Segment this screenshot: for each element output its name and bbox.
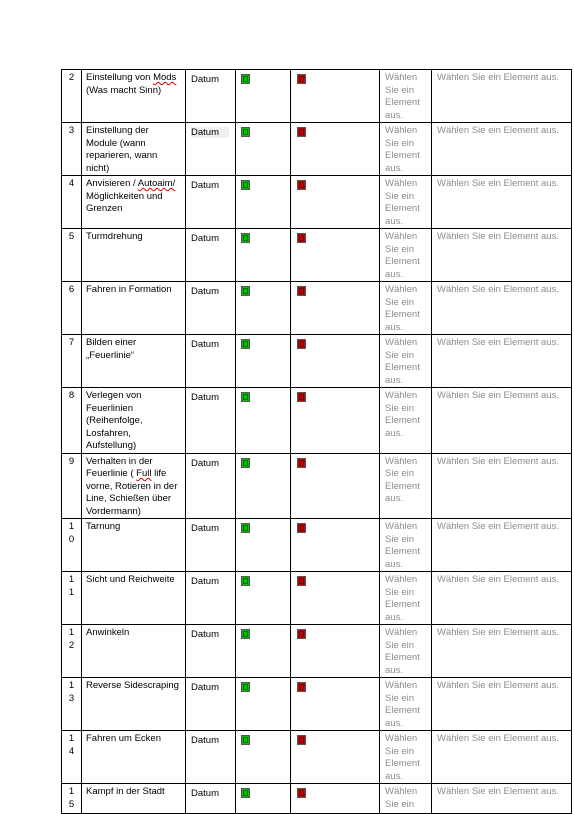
topic-cell — [82, 282, 186, 335]
dropdown-2-placeholder[interactable]: Wählen Sie ein Element aus. — [437, 733, 559, 744]
no-checkbox-cell[interactable] — [291, 388, 380, 454]
date-field[interactable]: Datum — [191, 180, 219, 191]
dropdown-1-placeholder[interactable]: Wählen Sie ein Element aus. — [385, 72, 420, 121]
row-number: 8 — [68, 390, 75, 401]
topic-cell — [82, 176, 186, 229]
row-number: 15 — [68, 786, 75, 810]
dropdown-2-cell[interactable] — [432, 229, 572, 282]
row-number-cell — [62, 572, 82, 625]
training-table — [61, 69, 572, 814]
dropdown-2-placeholder[interactable]: Wählen Sie ein Element aus. — [437, 786, 559, 797]
table-row — [62, 388, 572, 454]
no-checkbox-cell[interactable] — [291, 335, 380, 388]
row-number-cell — [62, 229, 82, 282]
dropdown-1-cell[interactable] — [380, 282, 432, 335]
date-field[interactable]: Datum — [191, 682, 219, 693]
topic-cell — [82, 70, 186, 123]
date-cell[interactable] — [186, 335, 236, 388]
row-number: 4 — [68, 178, 75, 189]
row-number-cell — [62, 625, 82, 678]
dropdown-2-cell[interactable] — [432, 625, 572, 678]
table-row — [62, 784, 572, 814]
topic-cell — [82, 678, 186, 731]
dropdown-2-placeholder[interactable]: Wählen Sie ein Element aus. — [437, 627, 559, 638]
no-checkbox-cell[interactable] — [291, 731, 380, 784]
yes-checkbox-cell[interactable] — [236, 388, 291, 454]
dropdown-2-cell[interactable] — [432, 519, 572, 572]
dropdown-1-placeholder[interactable]: Wählen Sie ein Element aus. — [385, 574, 420, 623]
row-number-cell — [62, 282, 82, 335]
table-row — [62, 176, 572, 229]
topic-text: Anwinkeln — [86, 627, 130, 638]
date-field[interactable]: Datum — [191, 457, 219, 469]
no-checkbox-cell[interactable] — [291, 282, 380, 335]
date-cell[interactable] — [186, 572, 236, 625]
yes-checkbox-cell[interactable] — [236, 625, 291, 678]
date-field[interactable]: Datum — [191, 339, 219, 350]
green-checkbox-icon[interactable] — [241, 180, 250, 190]
table-row — [62, 70, 572, 123]
table-row — [62, 625, 572, 678]
date-field[interactable]: Datum — [191, 74, 219, 85]
topic-cell — [82, 784, 186, 814]
dropdown-2-cell[interactable] — [432, 70, 572, 123]
no-checkbox-cell[interactable] — [291, 678, 380, 731]
dropdown-1-placeholder[interactable]: Wählen Sie ein — [385, 786, 418, 810]
row-number: 10 — [68, 521, 75, 545]
topic-text: Einstellung der Module (wann reparieren, wann nicht) — [86, 125, 158, 174]
topic-cell — [82, 731, 186, 784]
table-row — [62, 678, 572, 731]
date-cell[interactable] — [186, 678, 236, 731]
topic-cell — [82, 519, 186, 572]
date-cell[interactable] — [186, 453, 236, 519]
topic-cell — [82, 123, 186, 176]
green-checkbox-icon[interactable] — [241, 392, 250, 402]
dropdown-2-placeholder[interactable]: Wählen Sie ein Element aus. — [437, 284, 559, 295]
topic-text: Reverse Sidescraping — [86, 680, 179, 691]
topic-text: Bilden einer „Feuerlinie“ — [86, 337, 137, 361]
date-cell[interactable] — [186, 625, 236, 678]
yes-checkbox-cell[interactable] — [236, 453, 291, 519]
dropdown-2-placeholder[interactable]: Wählen Sie ein Element aus. — [437, 125, 559, 136]
no-checkbox-cell[interactable] — [291, 625, 380, 678]
yes-checkbox-cell[interactable] — [236, 282, 291, 335]
row-number-cell — [62, 123, 82, 176]
dropdown-2-placeholder[interactable]: Wählen Sie ein Element aus. — [437, 231, 559, 242]
topic-text: Verhalten in der Feuerlinie ( Full life vorne, Rotieren in der Line, Schießen über Vordermann) — [86, 455, 178, 517]
no-checkbox-cell[interactable] — [291, 176, 380, 229]
dropdown-2-placeholder[interactable]: Wählen Sie ein Element aus. — [437, 455, 559, 467]
dropdown-1-cell[interactable] — [380, 519, 432, 572]
green-checkbox-icon[interactable] — [241, 788, 250, 798]
row-number: 9 — [68, 455, 75, 467]
date-cell[interactable] — [186, 731, 236, 784]
topic-text: Tarnung — [86, 521, 121, 532]
topic-text: Einstellung von Mods (Was macht Sinn) — [86, 72, 177, 96]
dropdown-2-cell[interactable] — [432, 282, 572, 335]
topic-text: Anvisieren / Autoaim/ Möglichkeiten und Grenzen — [86, 178, 176, 214]
red-checkbox-icon[interactable] — [297, 339, 306, 349]
date-field[interactable]: Datum — [191, 392, 219, 403]
date-cell[interactable] — [186, 282, 236, 335]
yes-checkbox-cell[interactable] — [236, 70, 291, 123]
yes-checkbox-cell[interactable] — [236, 335, 291, 388]
row-number: 7 — [68, 337, 75, 348]
dropdown-1-placeholder[interactable]: Wählen Sie ein Element aus. — [385, 231, 420, 280]
topic-cell — [82, 229, 186, 282]
dropdown-1-cell[interactable] — [380, 335, 432, 388]
row-number: 2 — [68, 72, 75, 83]
green-checkbox-icon[interactable] — [241, 735, 250, 745]
dropdown-2-cell[interactable] — [432, 335, 572, 388]
date-field[interactable]: Datum — [191, 629, 219, 640]
row-number-cell — [62, 784, 82, 814]
dropdown-1-placeholder[interactable]: Wählen Sie ein Element aus. — [385, 455, 420, 504]
green-checkbox-icon[interactable] — [241, 127, 250, 137]
topic-cell — [82, 388, 186, 454]
topic-cell — [82, 625, 186, 678]
row-number-cell — [62, 453, 82, 519]
green-checkbox-icon[interactable] — [241, 523, 250, 533]
dropdown-2-placeholder[interactable]: Wählen Sie ein Element aus. — [437, 337, 559, 348]
dropdown-2-placeholder[interactable]: Wählen Sie ein Element aus. — [437, 72, 559, 83]
no-checkbox-cell[interactable] — [291, 70, 380, 123]
yes-checkbox-cell[interactable] — [236, 572, 291, 625]
dropdown-2-placeholder[interactable]: Wählen Sie ein Element aus. — [437, 178, 559, 189]
dropdown-2-placeholder[interactable]: Wählen Sie ein Element aus. — [437, 521, 559, 532]
red-checkbox-icon[interactable] — [297, 523, 306, 533]
dropdown-1-placeholder[interactable]: Wählen Sie ein Element aus. — [385, 521, 420, 570]
date-field[interactable]: Datum — [191, 735, 219, 746]
dropdown-1-cell[interactable] — [380, 678, 432, 731]
topic-text: Turmdrehung — [86, 231, 143, 242]
row-number: 5 — [68, 231, 75, 242]
date-field[interactable]: Datum — [191, 286, 219, 297]
row-number: 11 — [68, 574, 75, 598]
green-checkbox-icon[interactable] — [241, 576, 250, 586]
dropdown-1-cell[interactable] — [380, 453, 432, 519]
dropdown-2-cell[interactable] — [432, 123, 572, 176]
date-cell[interactable] — [186, 229, 236, 282]
row-number-cell — [62, 70, 82, 123]
date-field[interactable]: Datum — [191, 523, 219, 534]
dropdown-1-cell[interactable] — [380, 625, 432, 678]
topic-cell — [82, 335, 186, 388]
row-number-cell — [62, 388, 82, 454]
dropdown-2-cell[interactable] — [432, 176, 572, 229]
date-field[interactable]: Datum — [191, 233, 219, 244]
row-number: 3 — [68, 125, 75, 136]
dropdown-2-cell[interactable] — [432, 572, 572, 625]
row-number: 14 — [68, 733, 75, 757]
red-checkbox-icon[interactable] — [297, 180, 306, 190]
table-row — [62, 519, 572, 572]
red-checkbox-icon[interactable] — [297, 233, 306, 243]
green-checkbox-icon[interactable] — [241, 339, 250, 349]
yes-checkbox-cell[interactable] — [236, 519, 291, 572]
dropdown-2-cell[interactable] — [432, 784, 572, 814]
red-checkbox-icon[interactable] — [297, 629, 306, 639]
green-checkbox-icon[interactable] — [241, 286, 250, 296]
no-checkbox-cell[interactable] — [291, 784, 380, 814]
dropdown-1-placeholder[interactable]: Wählen Sie ein Element aus. — [385, 337, 420, 386]
green-checkbox-icon[interactable] — [241, 233, 250, 243]
date-cell[interactable] — [186, 388, 236, 454]
dropdown-1-placeholder[interactable]: Wählen Sie ein Element aus. — [385, 178, 420, 227]
dropdown-1-cell[interactable] — [380, 388, 432, 454]
yes-checkbox-cell[interactable] — [236, 176, 291, 229]
row-number: 13 — [68, 680, 75, 704]
date-cell[interactable] — [186, 784, 236, 814]
topic-cell — [82, 572, 186, 625]
row-number-cell — [62, 731, 82, 784]
dropdown-1-cell[interactable] — [380, 123, 432, 176]
table-row — [62, 572, 572, 625]
red-checkbox-icon[interactable] — [297, 286, 306, 296]
row-number-cell — [62, 176, 82, 229]
date-field[interactable]: Datum — [191, 127, 229, 138]
table-row — [62, 731, 572, 784]
dropdown-1-cell[interactable] — [380, 731, 432, 784]
topic-text: Fahren in Formation — [86, 284, 172, 295]
date-field[interactable]: Datum — [191, 788, 219, 799]
table-row — [62, 282, 572, 335]
dropdown-1-placeholder[interactable]: Wählen Sie ein Element aus. — [385, 627, 420, 676]
red-checkbox-icon[interactable] — [297, 682, 306, 692]
topic-text: Verlegen von Feuerlinien (Reihenfolge, Losfahren, Aufstellung) — [86, 390, 143, 451]
red-checkbox-icon[interactable] — [297, 735, 306, 745]
date-cell[interactable] — [186, 176, 236, 229]
dropdown-1-placeholder[interactable]: Wählen Sie ein Element aus. — [385, 284, 420, 333]
red-checkbox-icon[interactable] — [297, 458, 306, 468]
table-row — [62, 335, 572, 388]
red-checkbox-icon[interactable] — [297, 392, 306, 402]
dropdown-2-cell[interactable] — [432, 388, 572, 454]
row-number-cell — [62, 335, 82, 388]
red-checkbox-icon[interactable] — [297, 74, 306, 84]
dropdown-1-placeholder[interactable]: Wählen Sie ein Element aus. — [385, 733, 420, 782]
yes-checkbox-cell[interactable] — [236, 678, 291, 731]
dropdown-2-cell[interactable] — [432, 731, 572, 784]
row-number-cell — [62, 678, 82, 731]
green-checkbox-icon[interactable] — [241, 629, 250, 639]
row-number: 12 — [68, 627, 75, 651]
topic-text: Kampf in der Stadt — [86, 786, 165, 797]
table-row — [62, 123, 572, 176]
date-cell[interactable] — [186, 519, 236, 572]
no-checkbox-cell[interactable] — [291, 123, 380, 176]
dropdown-2-placeholder[interactable]: Wählen Sie ein Element aus. — [437, 680, 559, 691]
topic-text: Fahren um Ecken — [86, 733, 161, 744]
dropdown-1-cell[interactable] — [380, 70, 432, 123]
yes-checkbox-cell[interactable] — [236, 123, 291, 176]
row-number: 6 — [68, 284, 75, 295]
dropdown-1-cell[interactable] — [380, 784, 432, 814]
green-checkbox-icon[interactable] — [241, 74, 250, 84]
red-checkbox-icon[interactable] — [297, 576, 306, 586]
dropdown-1-cell[interactable] — [380, 176, 432, 229]
date-cell[interactable] — [186, 70, 236, 123]
row-number-cell — [62, 519, 82, 572]
no-checkbox-cell[interactable] — [291, 229, 380, 282]
dropdown-2-placeholder[interactable]: Wählen Sie ein Element aus. — [437, 574, 559, 585]
dropdown-2-cell[interactable] — [432, 453, 572, 519]
dropdown-1-cell[interactable] — [380, 229, 432, 282]
dropdown-1-cell[interactable] — [380, 572, 432, 625]
green-checkbox-icon[interactable] — [241, 682, 250, 692]
topic-cell — [82, 453, 186, 519]
no-checkbox-cell[interactable] — [291, 519, 380, 572]
topic-text: Sicht und Reichweite — [86, 574, 175, 585]
red-checkbox-icon[interactable] — [297, 127, 306, 137]
dropdown-1-placeholder[interactable]: Wählen Sie ein Element aus. — [385, 680, 420, 729]
no-checkbox-cell[interactable] — [291, 453, 380, 519]
dropdown-2-placeholder[interactable]: Wählen Sie ein Element aus. — [437, 390, 559, 401]
yes-checkbox-cell[interactable] — [236, 784, 291, 814]
table-row — [62, 453, 572, 519]
yes-checkbox-cell[interactable] — [236, 731, 291, 784]
yes-checkbox-cell[interactable] — [236, 229, 291, 282]
dropdown-1-placeholder[interactable]: Wählen Sie ein Element aus. — [385, 390, 420, 439]
date-cell[interactable] — [186, 123, 236, 176]
dropdown-2-cell[interactable] — [432, 678, 572, 731]
no-checkbox-cell[interactable] — [291, 572, 380, 625]
red-checkbox-icon[interactable] — [297, 788, 306, 798]
date-field[interactable]: Datum — [191, 576, 219, 587]
dropdown-1-placeholder[interactable]: Wählen Sie ein Element aus. — [385, 125, 420, 174]
green-checkbox-icon[interactable] — [241, 458, 250, 468]
table-row — [62, 229, 572, 282]
